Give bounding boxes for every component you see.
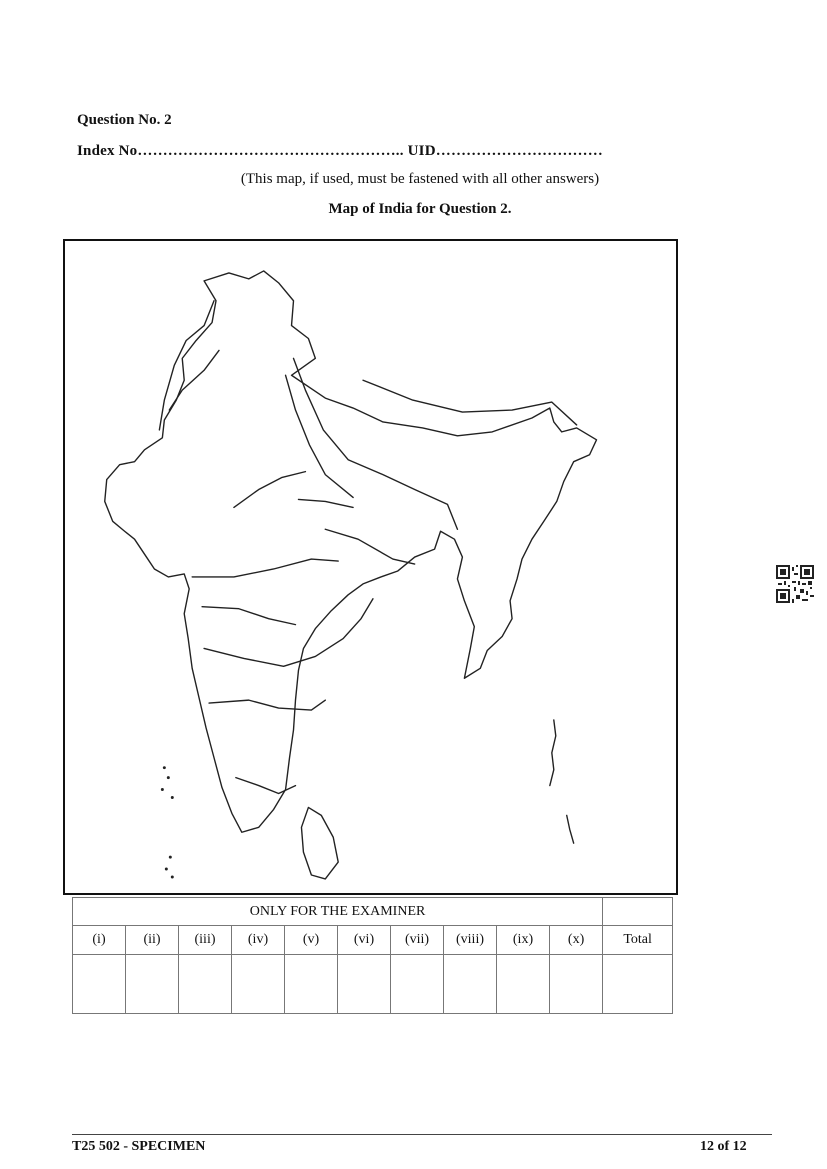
- question-number: Question No. 2: [77, 112, 172, 128]
- col-label: (i): [73, 926, 126, 955]
- qr-code-icon: [776, 565, 814, 603]
- marks-cell[interactable]: [338, 955, 391, 1014]
- col-label: (x): [550, 926, 603, 955]
- marks-cell[interactable]: [179, 955, 232, 1014]
- marks-cell[interactable]: [73, 955, 126, 1014]
- marks-cell[interactable]: [391, 955, 444, 1014]
- col-label: (ix): [497, 926, 550, 955]
- table-heading-row: [73, 898, 673, 926]
- lakshadweep-islands: [161, 766, 174, 878]
- uid-field[interactable]: ……………………………: [435, 143, 603, 159]
- index-label: Index No: [77, 143, 138, 159]
- uid-label: UID: [403, 143, 436, 159]
- col-label: (vi): [338, 926, 391, 955]
- col-label: (iii): [179, 926, 232, 955]
- paper-code: T25 502 - SPECIMEN: [72, 1139, 206, 1154]
- examiner-heading: ONLY FOR THE EXAMINER: [73, 898, 603, 926]
- map-title: Map of India for Question 2.: [328, 201, 512, 217]
- river-krishna: [209, 700, 325, 710]
- marks-cell[interactable]: [126, 955, 179, 1014]
- river-tapi: [202, 607, 295, 625]
- col-label: (viii): [444, 926, 497, 955]
- marks-cell[interactable]: [232, 955, 285, 1014]
- river-son: [298, 499, 353, 507]
- col-label-total: Total: [603, 926, 673, 955]
- river-indus: [159, 301, 214, 430]
- river-brahmaputra: [363, 380, 577, 425]
- river-ganga: [294, 358, 458, 529]
- india-outline-map[interactable]: [65, 241, 676, 893]
- river-godavari: [204, 599, 373, 667]
- river-chambal: [234, 472, 306, 508]
- footer-divider: [72, 1134, 772, 1135]
- page-number: 12 of 12: [700, 1139, 747, 1154]
- col-label: (ii): [126, 926, 179, 955]
- andaman-islands: [550, 720, 556, 786]
- col-label: (vii): [391, 926, 444, 955]
- total-marks-cell[interactable]: [603, 955, 673, 1014]
- index-number-field[interactable]: ……………………………………………..: [137, 143, 404, 159]
- table-label-row: [73, 926, 673, 955]
- river-mahanadi: [325, 529, 414, 564]
- marks-cell[interactable]: [497, 955, 550, 1014]
- examiner-marks-table: [72, 897, 673, 1014]
- marks-cell[interactable]: [550, 955, 603, 1014]
- col-label: (iv): [232, 926, 285, 955]
- marks-cell[interactable]: [285, 955, 338, 1014]
- river-narmada: [192, 559, 338, 577]
- india-map-frame[interactable]: [63, 239, 678, 895]
- nicobar-islands: [567, 815, 574, 843]
- marks-cell[interactable]: [444, 955, 497, 1014]
- map-instruction-note: (This map, if used, must be fastened with all other answers): [240, 171, 600, 187]
- index-uid-line: [77, 143, 603, 160]
- heading-blank-cell: [603, 898, 673, 926]
- marks-entry-row: [73, 955, 673, 1014]
- col-label: (v): [285, 926, 338, 955]
- sri-lanka-outline: [301, 807, 338, 879]
